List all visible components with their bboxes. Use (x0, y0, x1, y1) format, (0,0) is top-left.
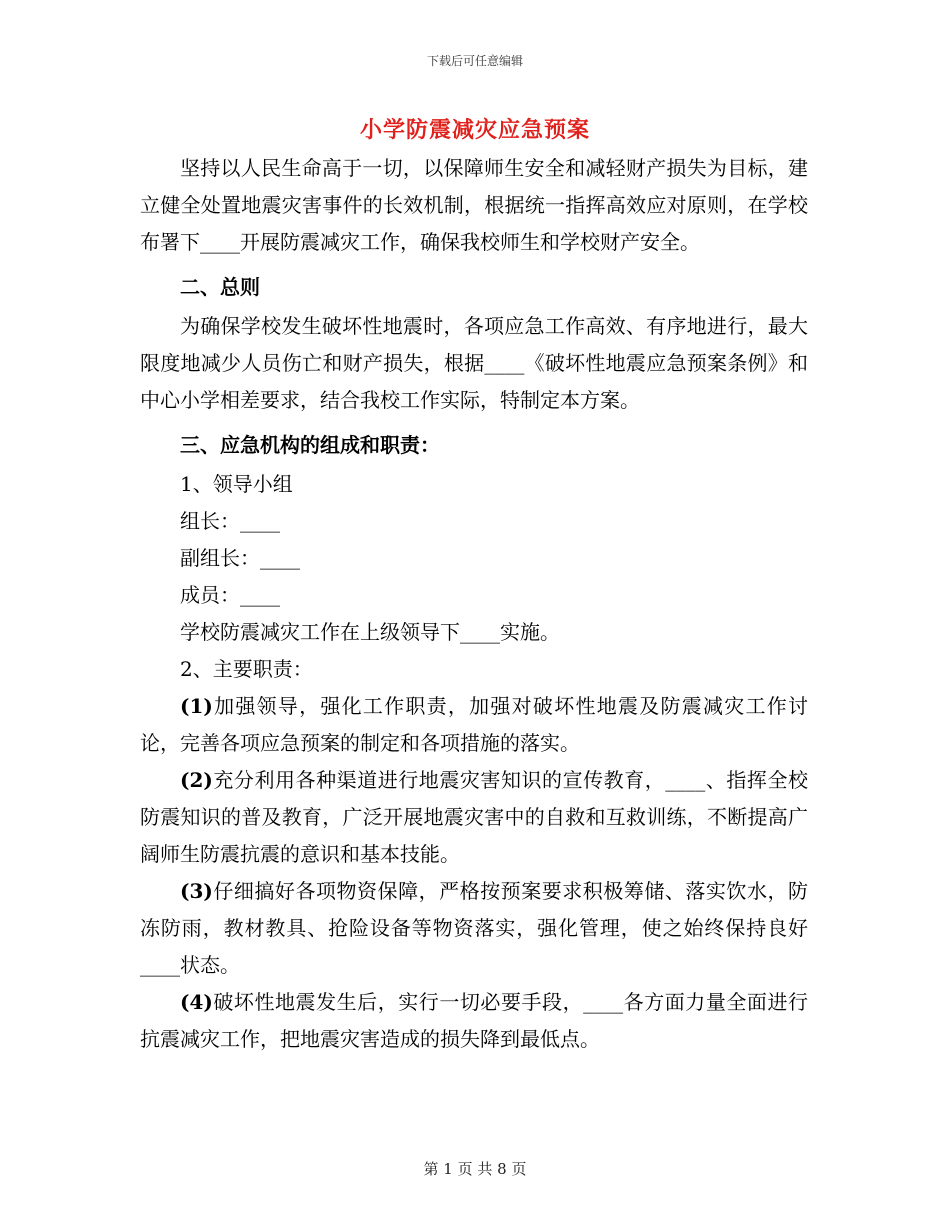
duty-number: (2) (180, 768, 213, 792)
members-line: 成员：____ (180, 583, 280, 607)
section-2-heading: 二、总则 (180, 275, 260, 299)
duty-number: (4) (180, 990, 213, 1014)
duty-text: 破坏性地震发生后，实行一切必要手段，____各方面力量全面进行抗震减灾工作，把地震灾害造成的损失降到最低点。 (140, 990, 808, 1051)
duty-item (140, 762, 808, 873)
duty-item (140, 688, 808, 762)
duty-text: 充分利用各种渠道进行地震灾害知识的宣传教育，____、指挥全校防震知识的普及教育，广泛开展地震灾害中的自救和互救训练，不断提高广阔师生防震抗震的意识和基本技能。 (140, 768, 808, 866)
duty-item (140, 984, 808, 1058)
group-leader-line: 组长：____ (180, 509, 280, 533)
document-title: 小学防震减灾应急预案 (359, 117, 590, 143)
duty-item (140, 873, 808, 984)
subsection-leadership-group: 1、领导小组 (180, 472, 293, 496)
deputy-leader-line: 副组长：____ (180, 546, 300, 570)
section-3-heading: 三、应急机构的组成和职责： (180, 433, 440, 457)
duty-text: 加强领导，强化工作职责，加强对破坏性地震及防震减灾工作讨论，完善各项应急预案的制定和各项措施的落实。 (140, 694, 808, 755)
implementation-line: 学校防震减灾工作在上级领导下____实施。 (180, 620, 560, 644)
duty-number: (1) (180, 694, 213, 718)
page-footer-number: 第 1 页 共 8 页 (423, 1160, 527, 1178)
duty-text: 仔细搞好各项物资保障，严格按预案要求积极筹储、落实饮水，防冻防雨，教材教具、抢险设备等物资落实，强化管理，使之始终保持良好____状态。 (140, 879, 808, 977)
section-2-body: 为确保学校发生破坏性地震时，各项应急工作高效、有序地进行，最大限度地减少人员伤亡和财产损失，根据____《破坏性地震应急预案条例》和中心小学相差要求，结合我校工作实际，特制定本方案。 (140, 314, 808, 412)
document-body (140, 150, 808, 1058)
page-header-note: 下载后可任意编辑 (426, 54, 523, 68)
duty-number: (3) (180, 879, 213, 903)
subsection-main-duties: 2、主要职责： (180, 657, 313, 681)
intro-paragraph: 坚持以人民生命高于一切，以保障师生安全和减轻财产损失为目标，建立健全处置地震灾害事件的长效机制，根据统一指挥高效应对原则，在学校布署下____开展防震减灾工作，确保我校师生和学校财产安全。 (140, 156, 808, 254)
